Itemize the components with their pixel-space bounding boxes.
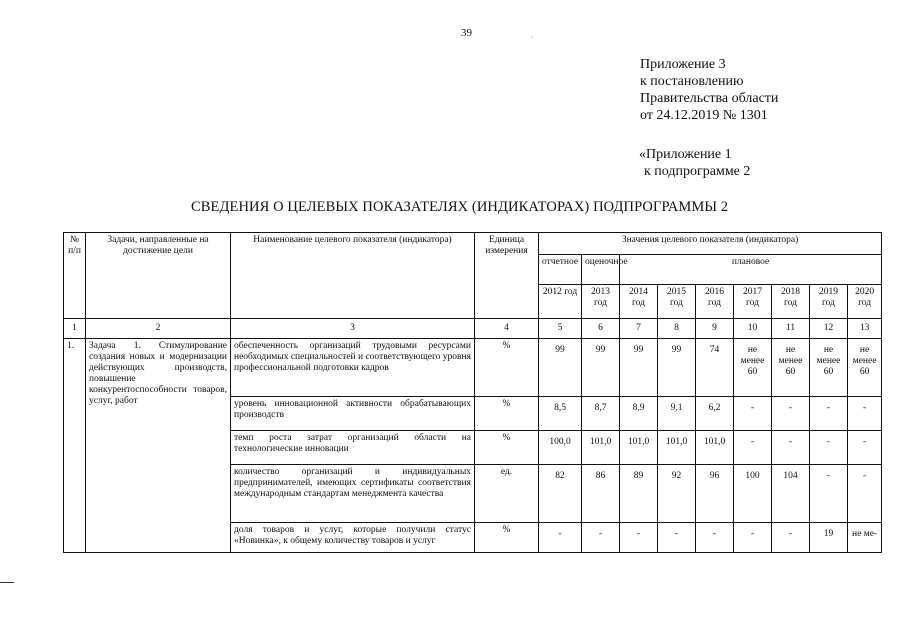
header-values: Значения целевого показателя (индикатора) (539, 233, 882, 255)
indicator-value: 101,0 (696, 431, 734, 465)
column-number: 11 (772, 319, 810, 339)
indicator-unit: % (475, 523, 539, 553)
appendix-line: к постановлению (640, 74, 744, 89)
indicator-value: 8,9 (620, 397, 658, 431)
indicator-value: 99 (539, 339, 582, 397)
indicator-value: - (696, 523, 734, 553)
indicator-value: 19 (810, 523, 848, 553)
indicator-value: 9,1 (658, 397, 696, 431)
indicator-unit: ед. (475, 465, 539, 523)
indicator-value: - (848, 465, 882, 523)
header-year: 2019 год (810, 285, 848, 319)
indicator-value: - (772, 397, 810, 431)
column-number: 6 (582, 319, 620, 339)
appendix-line: Правительства области (640, 91, 779, 106)
header-year: 2016 год (696, 285, 734, 319)
reference-block (639, 146, 750, 180)
indicator-value: 101,0 (582, 431, 620, 465)
task-description: Задача 1. Стимулирование создания новых и модернизации действующих производств, повышение конкурентоспособности товаров, услуг, работ (86, 339, 231, 553)
indicator-value: 6,2 (696, 397, 734, 431)
appendix-block (640, 56, 778, 124)
document-title: СВЕДЕНИЯ О ЦЕЛЕВЫХ ПОКАЗАТЕЛЯХ (ИНДИКАТОРАХ) ПОДПРОГРАММЫ 2 (191, 199, 729, 215)
indicator-value: - (848, 397, 882, 431)
indicator-value: не менее 60 (848, 339, 882, 397)
indicators-table (63, 232, 882, 553)
column-number: 3 (231, 319, 475, 339)
margin-mark (0, 582, 14, 583)
column-number: 5 (539, 319, 582, 339)
column-number: 10 (734, 319, 772, 339)
indicator-value: 8,5 (539, 397, 582, 431)
indicator-value: - (582, 523, 620, 553)
indicator-value: - (658, 523, 696, 553)
indicator-value: - (734, 523, 772, 553)
indicator-name: количество организаций и индивидуальных предпринимателей, имеющих сертификаты соответствия международным стандартам менеджмента качества (231, 465, 475, 523)
indicator-name: темп роста затрат организаций области на технологические инновации (231, 431, 475, 465)
column-number: 7 (620, 319, 658, 339)
header-estimated: оценочное (582, 255, 620, 285)
indicator-value: 104 (772, 465, 810, 523)
header-year: 2014 год (620, 285, 658, 319)
indicator-value: - (539, 523, 582, 553)
indicator-value: 100,0 (539, 431, 582, 465)
indicator-value: 101,0 (620, 431, 658, 465)
indicator-value: - (848, 431, 882, 465)
indicator-value: - (734, 431, 772, 465)
indicator-unit: % (475, 397, 539, 431)
header-tasks: Задачи, направленные на достижение цели (86, 233, 231, 319)
appendix-line: Приложение 3 (640, 57, 726, 72)
indicator-value: 86 (582, 465, 620, 523)
column-number: 4 (475, 319, 539, 339)
indicator-value: 82 (539, 465, 582, 523)
indicator-value: - (810, 397, 848, 431)
header-indicator-name: Наименование целевого показателя (индикатора) (231, 233, 475, 319)
indicator-value: 74 (696, 339, 734, 397)
indicator-name: обеспеченность организаций трудовыми ресурсами необходимых специальностей и соответствующего уровня профессиональной подготовки кадров (231, 339, 475, 397)
header-year: 2012 год (539, 285, 582, 319)
column-number: 12 (810, 319, 848, 339)
indicator-value: не ме- (848, 523, 882, 553)
indicator-value: не менее 60 (810, 339, 848, 397)
column-number: 8 (658, 319, 696, 339)
indicator-unit: % (475, 431, 539, 465)
indicator-value: 99 (658, 339, 696, 397)
indicator-value: 8,7 (582, 397, 620, 431)
indicator-unit: % (475, 339, 539, 397)
indicator-value: 100 (734, 465, 772, 523)
header-unit: Единица измерения (475, 233, 539, 319)
indicator-value: 92 (658, 465, 696, 523)
column-number: 13 (848, 319, 882, 339)
task-number: 1. (64, 339, 86, 553)
indicator-value: не менее 60 (772, 339, 810, 397)
indicator-value: 89 (620, 465, 658, 523)
header-year: 2020 год (848, 285, 882, 319)
indicator-value: не менее 60 (734, 339, 772, 397)
header-num: № п/п (64, 233, 86, 319)
column-number: 2 (86, 319, 231, 339)
indicator-value: 101,0 (658, 431, 696, 465)
indicator-value: 99 (620, 339, 658, 397)
indicator-value: - (734, 397, 772, 431)
indicator-name: доля товаров и услуг, которые получили статус «Новинка», к общему количеству товаров и услуг (231, 523, 475, 553)
header-year: 2013 год (582, 285, 620, 319)
indicator-value: 99 (582, 339, 620, 397)
column-number: 1 (64, 319, 86, 339)
indicator-value: - (620, 523, 658, 553)
scan-speck: · (531, 33, 534, 42)
reference-line: «Приложение 1 (639, 147, 732, 162)
page-number: 39 (461, 27, 472, 39)
header-year: 2018 год (772, 285, 810, 319)
indicator-value: 96 (696, 465, 734, 523)
indicator-value: - (810, 431, 848, 465)
column-number: 9 (696, 319, 734, 339)
indicator-name: уровень инновационной активности обрабатывающих производств (231, 397, 475, 431)
indicator-value: - (810, 465, 848, 523)
reference-line: к подпрограмме 2 (644, 164, 751, 179)
indicator-value: - (772, 523, 810, 553)
header-planned: плановое (620, 255, 882, 285)
header-reported: отчетное (539, 255, 582, 285)
indicator-value: - (772, 431, 810, 465)
header-year: 2017 год (734, 285, 772, 319)
header-year: 2015 год (658, 285, 696, 319)
appendix-line: от 24.12.2019 № 1301 (640, 108, 768, 123)
table-row (64, 339, 882, 397)
